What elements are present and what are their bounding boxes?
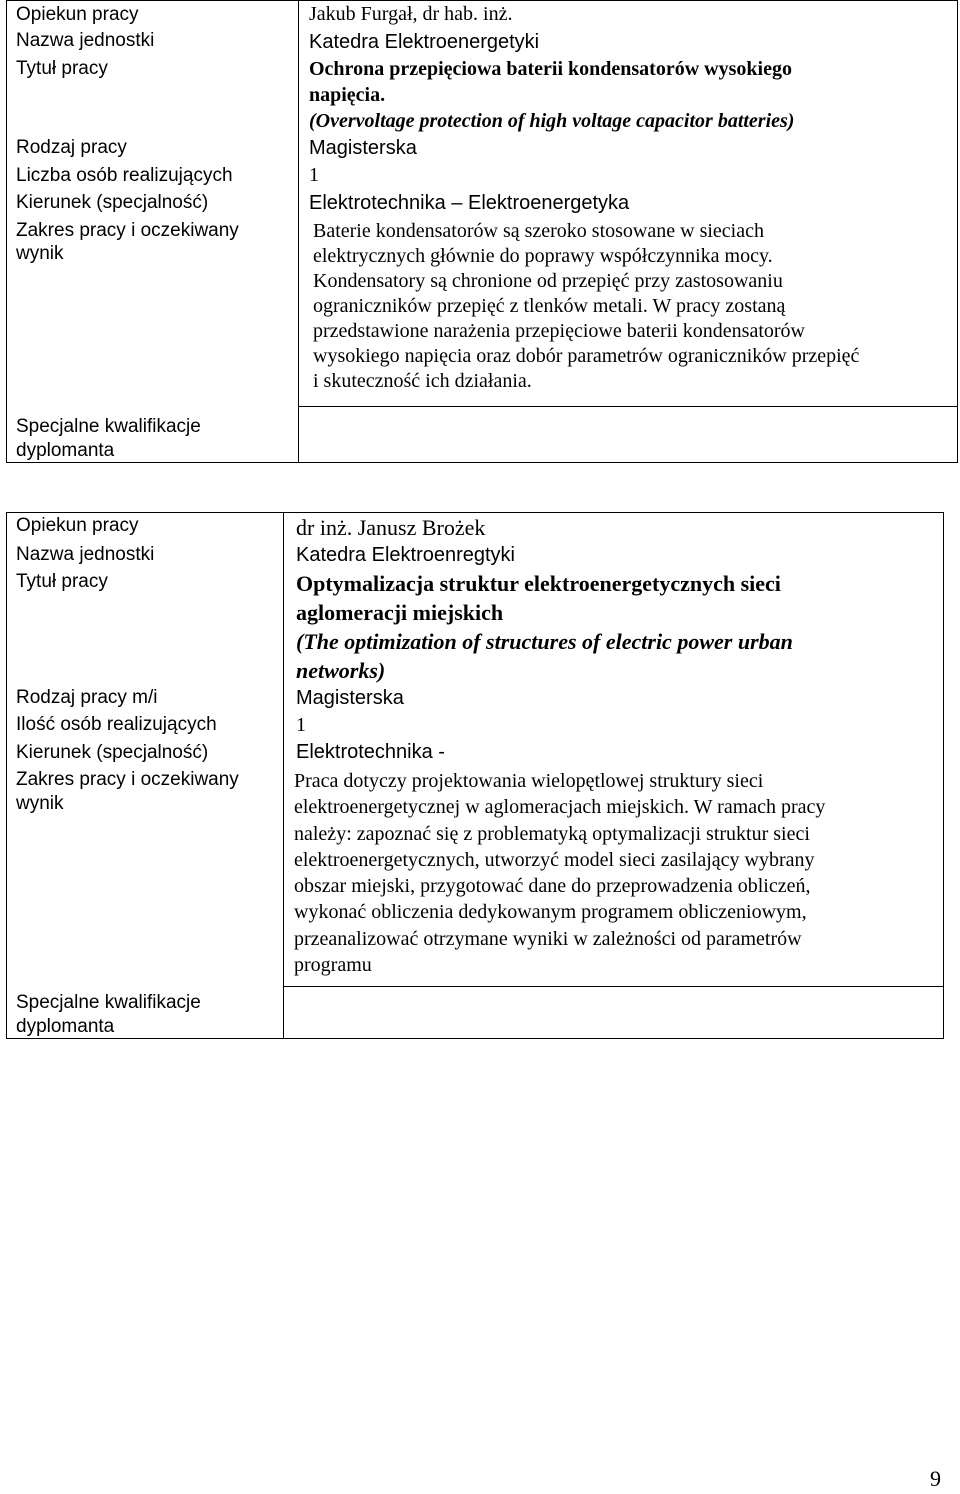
card-2-persons: 1 [296, 714, 306, 736]
card-2-qual-divider [283, 986, 944, 987]
card-2-title-english-line-2: networks) [296, 658, 386, 683]
card-2-label-type: Rodzaj pracy m/i [16, 687, 158, 708]
card-1-title-english: (Overvoltage protection of high voltage capacitor batteries) [309, 110, 795, 132]
card-2-scope-line: obszar miejski, przygotować dane do przeprowadzenia obliczeń, [294, 875, 811, 898]
card-2-scope-line: należy: zapoznać się z problematyką optymalizacji struktur sieci [294, 822, 810, 845]
card-1-label-field: Kierunek (specjalność) [16, 192, 209, 213]
card-2-scope-line: programu [294, 954, 372, 977]
card-1-scope-line: ograniczników przepięć z tlenków metali. W pracy zostaną [313, 295, 786, 317]
card-1-scope-line: Baterie kondensatorów są szeroko stosowane w sieciach [313, 220, 764, 242]
card-2-unit: Katedra Elektroenregtyki [296, 544, 516, 566]
card-2-title-english-line-1: (The optimization of structures of electric power urban [296, 629, 793, 654]
card-2-supervisor: dr inż. Janusz Brożek [296, 515, 486, 540]
card-1-label-persons: Liczba osób realizujących [16, 165, 233, 186]
card-2-label-title: Tytuł pracy [16, 571, 108, 592]
card-2-scope-line: elektroenergetycznych, utworzyć model sieci zasilający wybrany [294, 848, 815, 871]
card-2-column-divider [283, 512, 284, 1039]
card-1-label-title: Tytuł pracy [16, 58, 108, 79]
card-1-scope-line: przedstawione narażenia przepięciowe baterii kondensatorów [313, 320, 805, 342]
card-1-label-scope-line-1: Zakres pracy i oczekiwany [16, 220, 239, 241]
card-1-qual-divider [298, 406, 958, 407]
card-1-field: Elektrotechnika – Elektroenergetyka [309, 192, 630, 214]
card-1-scope [313, 219, 859, 394]
card-1-type: Magisterska [309, 137, 417, 159]
card-2-scope [294, 768, 825, 978]
card-1-label-scope-line-2: wynik [16, 243, 64, 264]
card-2-scope-line: przeanalizować otrzymane wyniki w zależności od parametrów [294, 927, 802, 950]
card-2-label-persons: Ilość osób realizujących [16, 714, 217, 735]
card-1-label-unit: Nazwa jednostki [16, 30, 155, 51]
card-2-label-unit: Nazwa jednostki [16, 544, 155, 565]
card-1-label-type: Rodzaj pracy [16, 137, 127, 158]
card-2-label-supervisor: Opiekun pracy [16, 515, 139, 536]
card-2-scope-line: wykonać obliczenia dedykowanym programem obliczeniowym, [294, 901, 807, 924]
card-2-title-line-2: aglomeracji miejskich [296, 600, 504, 625]
card-1-label-qual-line-1: Specjalne kwalifikacje [16, 416, 201, 437]
card-2-scope-line: elektroenergetycznej w aglomeracjach miejskich. W ramach pracy [294, 796, 826, 819]
card-1-column-divider [298, 0, 299, 463]
card-1-scope-line: wysokiego napięcia oraz dobór parametrów ograniczników przepięć [313, 345, 860, 367]
card-2-label-qual-line-1: Specjalne kwalifikacje [16, 992, 201, 1013]
card-2-type: Magisterska [296, 687, 404, 709]
card-1-scope-line: Kondensatory są chronione od przepięć przy zastosowaniu [313, 270, 783, 292]
card-2-label-field: Kierunek (specjalność) [16, 742, 209, 763]
card-2-label-scope-line-2: wynik [16, 793, 64, 814]
card-1-title-line-1: Ochrona przepięciowa baterii kondensatorów wysokiego [309, 58, 792, 80]
card-2-label-scope-line-1: Zakres pracy i oczekiwany [16, 769, 239, 790]
card-1-title-line-2: napięcia. [309, 84, 386, 106]
card-2-title-line-1: Optymalizacja struktur elektroenergetycznych sieci [296, 571, 781, 596]
page-number: 9 [930, 1466, 941, 1491]
card-2-label-qual-line-2: dyplomanta [16, 1016, 115, 1037]
card-1-scope-line: elektrycznych głównie do poprawy współczynnika mocy. [313, 245, 773, 267]
card-2-scope-line: Praca dotyczy projektowania wielopętlowej struktury sieci [294, 770, 764, 792]
card-1-supervisor: Jakub Furgał, dr hab. inż. [309, 3, 513, 25]
card-2-field: Elektrotechnika - [296, 741, 445, 763]
card-1-persons: 1 [309, 164, 319, 186]
card-1-label-supervisor: Opiekun pracy [16, 4, 139, 25]
card-1-label-qual-line-2: dyplomanta [16, 440, 115, 461]
card-1-unit: Katedra Elektroenergetyki [309, 31, 540, 53]
card-1-scope-line: i skuteczność ich działania. [313, 370, 532, 392]
